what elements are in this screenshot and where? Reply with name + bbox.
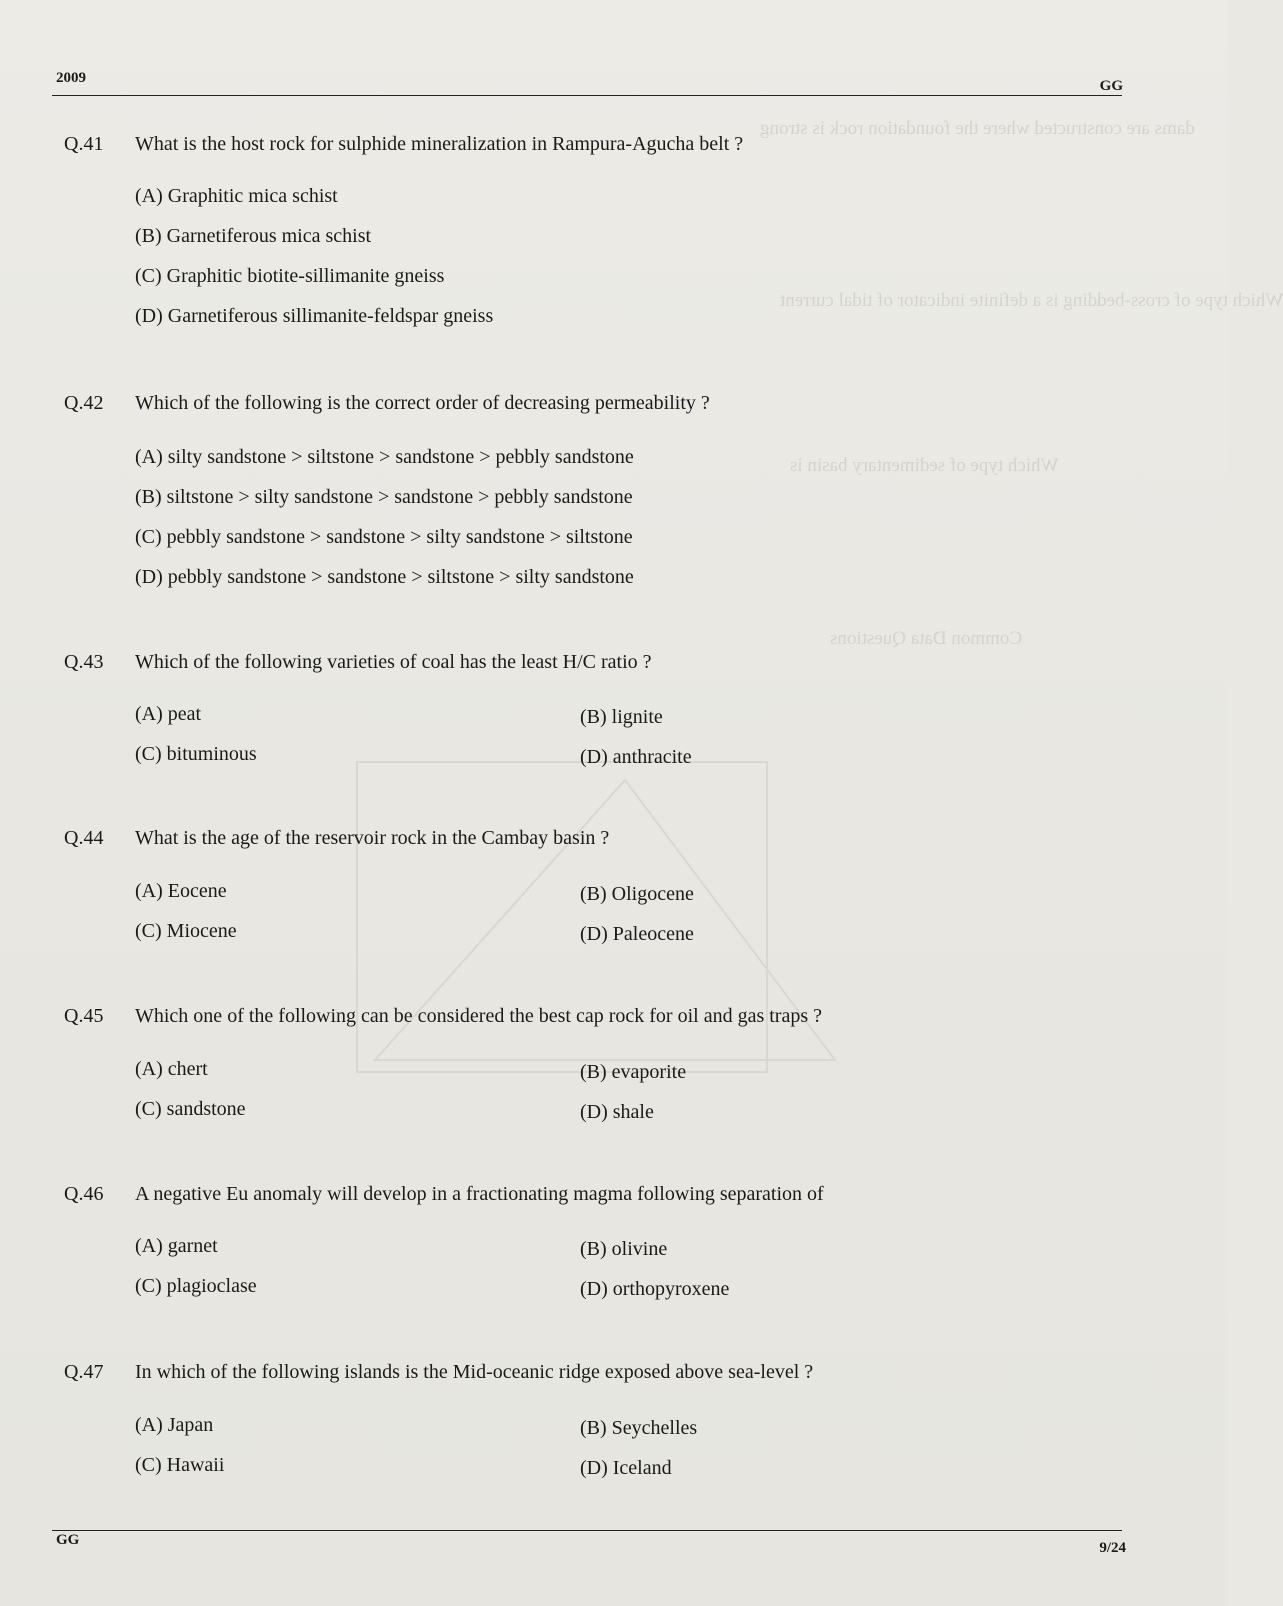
question-text: What is the host rock for sulphide mineralization in Rampura-Agucha belt ?: [135, 133, 744, 155]
question-number: Q.46: [64, 1183, 104, 1205]
option-c: (C) Hawaii: [135, 1454, 225, 1476]
option-d: (D) anthracite: [580, 746, 692, 768]
question-number: Q.41: [64, 133, 104, 155]
option-b: (B) Seychelles: [580, 1417, 698, 1439]
option-d: (D) Iceland: [580, 1457, 672, 1479]
option-b: (B) evaporite: [580, 1061, 687, 1083]
bleed-through-text: Which type of sedimentary basin is: [790, 455, 1059, 476]
option-a: (A) garnet: [135, 1235, 218, 1257]
option-a: (A) Japan: [135, 1414, 214, 1436]
question-number: Q.44: [64, 827, 104, 849]
option-c: (C) bituminous: [135, 743, 257, 765]
question-text: Which of the following is the correct order of decreasing permeability ?: [135, 392, 710, 414]
option-a: (A) chert: [135, 1058, 208, 1080]
bleed-through-diagram: [355, 760, 775, 1080]
option-d: (D) Garnetiferous sillimanite-feldspar gneiss: [135, 305, 494, 327]
header-year: 2009: [56, 70, 86, 86]
option-d: (D) Paleocene: [580, 923, 694, 945]
option-c: (C) sandstone: [135, 1098, 246, 1120]
option-d: (D) pebbly sandstone > sandstone > siltstone > silty sandstone: [135, 566, 634, 588]
question-number: Q.42: [64, 392, 104, 414]
option-a: (A) peat: [135, 703, 202, 725]
question-number: Q.43: [64, 651, 104, 673]
option-b: (B) siltstone > silty sandstone > sandstone > pebbly sandstone: [135, 486, 633, 508]
question-number: Q.45: [64, 1005, 104, 1027]
option-b: (B) olivine: [580, 1238, 668, 1260]
option-b: (B) Oligocene: [580, 883, 694, 905]
option-a: (A) silty sandstone > siltstone > sandstone > pebbly sandstone: [135, 446, 634, 468]
option-a: (A) Eocene: [135, 880, 227, 902]
option-c: (C) pebbly sandstone > sandstone > silty sandstone > siltstone: [135, 526, 633, 548]
bleed-through-text: dams are constructed where the foundation rock is strong: [760, 118, 1195, 139]
option-b: (B) Garnetiferous mica schist: [135, 225, 372, 247]
footer-paper-code: GG: [56, 1532, 80, 1548]
option-d: (D) orthopyroxene: [580, 1278, 730, 1300]
bleed-through-text: Common Data Questions: [830, 628, 1023, 649]
option-d: (D) shale: [580, 1101, 654, 1123]
question-number: Q.47: [64, 1361, 104, 1383]
option-c: (C) Miocene: [135, 920, 237, 942]
question-text: Which one of the following can be considered the best cap rock for oil and gas traps ?: [135, 1005, 822, 1027]
bleed-through-text: Which type of cross-bedding is a definite indicator of tidal current: [780, 290, 1283, 311]
option-b: (B) lignite: [580, 706, 663, 728]
option-c: (C) Graphitic biotite-sillimanite gneiss: [135, 265, 445, 287]
header-divider: [52, 95, 1122, 96]
page-number: 9/24: [1099, 1540, 1126, 1556]
option-a: (A) Graphitic mica schist: [135, 185, 338, 207]
question-text: What is the age of the reservoir rock in the Cambay basin ?: [135, 827, 610, 849]
footer-divider: [52, 1530, 1122, 1531]
question-text: Which of the following varieties of coal has the least H/C ratio ?: [135, 651, 652, 673]
option-c: (C) plagioclase: [135, 1275, 257, 1297]
header-paper-code: GG: [1099, 78, 1123, 94]
question-text: In which of the following islands is the Mid-oceanic ridge exposed above sea-level ?: [135, 1361, 814, 1383]
question-text: A negative Eu anomaly will develop in a fractionating magma following separation of: [135, 1183, 824, 1205]
